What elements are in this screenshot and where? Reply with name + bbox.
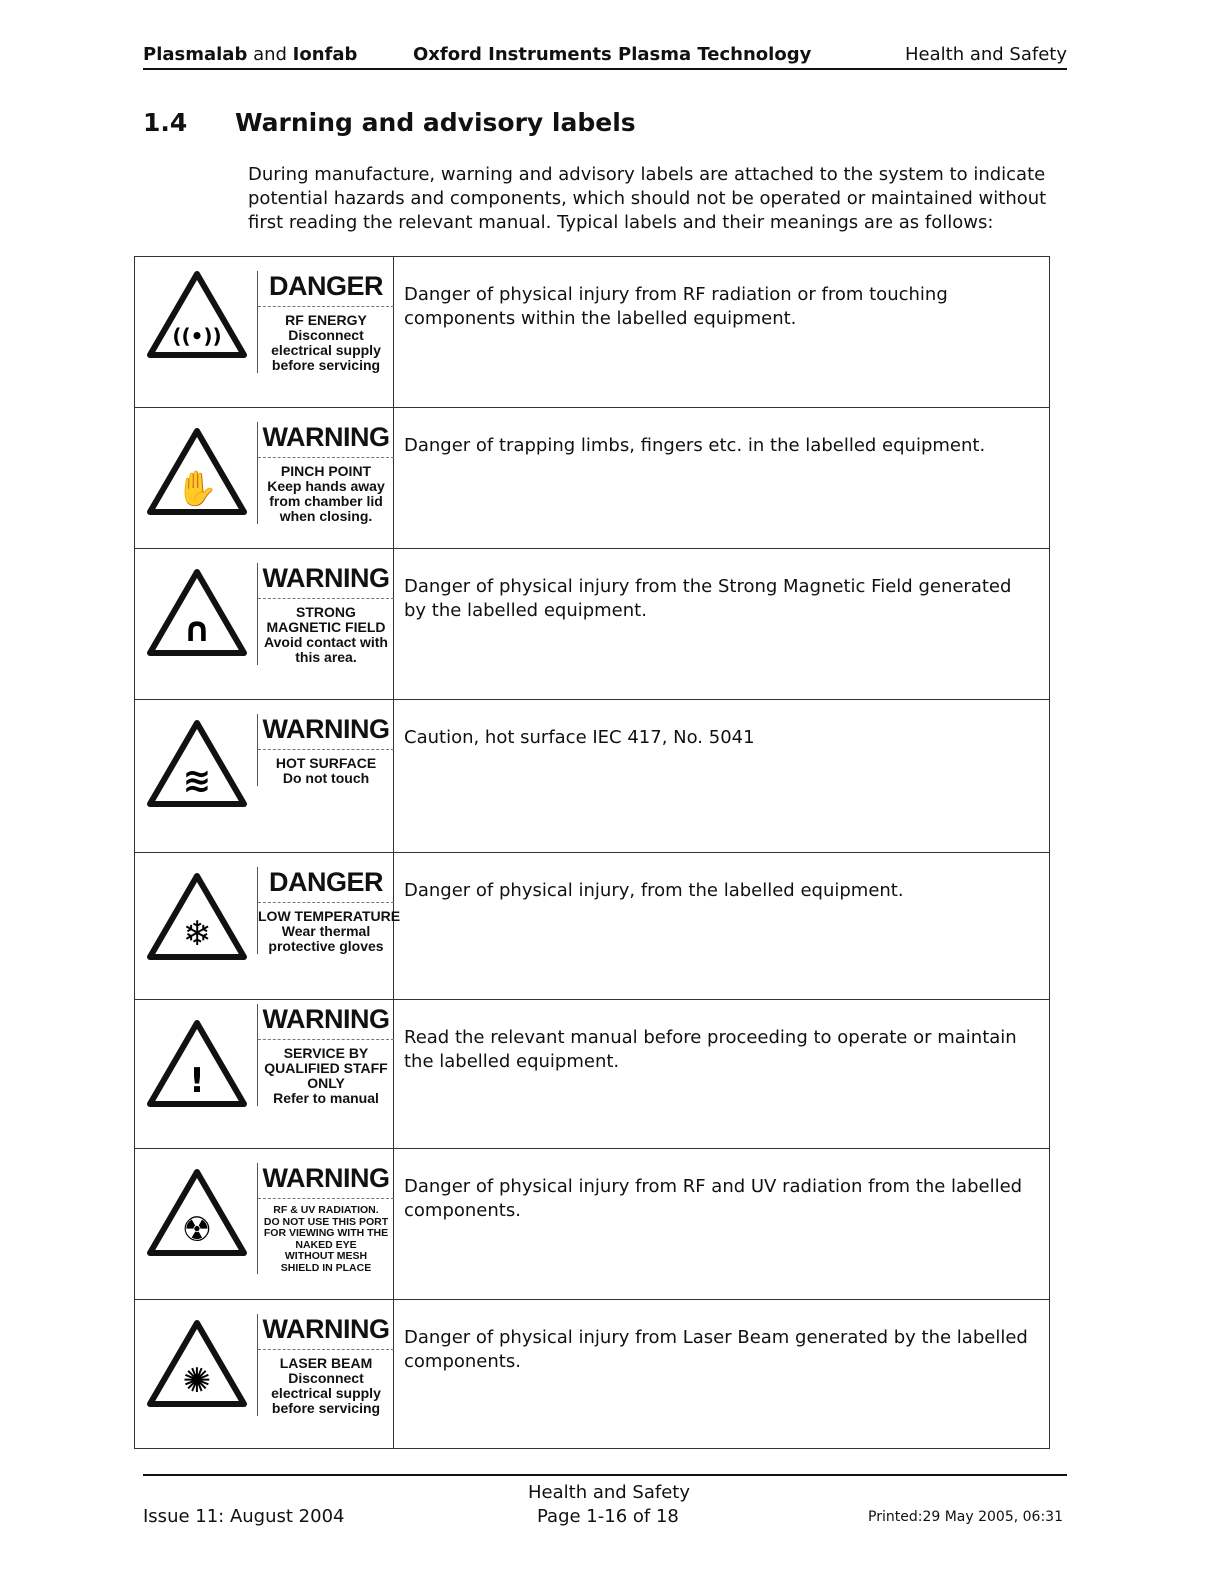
- label-sign: [257, 422, 394, 524]
- label-row: [135, 853, 1049, 1000]
- label-sign: [257, 563, 394, 665]
- label-image: [135, 1300, 394, 1448]
- label-image: [135, 1149, 394, 1299]
- exclamation-icon: [145, 1018, 249, 1110]
- intro-paragraph: During manufacture, warning and advisory labels are attached to the system to indicate potential hazards and components, which should not be operated or maintained without first reading the relevant manual. Typical labels and their meanings are as follows:: [248, 164, 1047, 233]
- label-image: [135, 700, 394, 852]
- label-row: [135, 1000, 1049, 1149]
- label-line: LOW TEMPERATURE: [258, 908, 401, 924]
- label-description: Danger of physical injury from RF radiation or from touching components within the labelled equipment.: [404, 284, 948, 329]
- label-line: electrical supply: [271, 342, 381, 358]
- label-sign: [257, 1004, 394, 1106]
- radiation-icon: [145, 1167, 249, 1259]
- label-sign: [257, 271, 394, 373]
- company-name: Oxford Instruments Plasma Technology: [413, 44, 812, 65]
- laser-beam-icon: [145, 1318, 249, 1410]
- label-description: Caution, hot surface IEC 417, No. 5041: [404, 727, 755, 748]
- label-line: STRONG: [296, 604, 356, 620]
- svg-text:✋: ✋: [175, 469, 219, 509]
- label-description: Danger of physical injury from Laser Beam generated by the labelled components.: [404, 1327, 1028, 1372]
- hot-surface-icon: [145, 718, 249, 810]
- pinch-point-icon: [145, 426, 249, 518]
- issue-text: Issue 11: August 2004: [143, 1506, 345, 1527]
- label-heading: WARNING: [258, 563, 394, 599]
- label-description: Danger of trapping limbs, fingers etc. in the labelled equipment.: [404, 435, 986, 456]
- label-line: Keep hands away: [267, 478, 385, 494]
- printed-date: Printed:29 May 2005, 06:31: [868, 1509, 1063, 1525]
- label-line: FOR VIEWING WITH THE: [263, 1227, 389, 1239]
- label-sign: [257, 867, 401, 954]
- header-section: Health and Safety: [905, 44, 1067, 65]
- svg-text:☢: ☢: [181, 1210, 213, 1250]
- labels-table: [134, 256, 1050, 1449]
- svg-text:((•)): ((•)): [172, 324, 222, 348]
- label-sign: [257, 714, 394, 786]
- label-line: electrical supply: [271, 1385, 381, 1401]
- label-line: from chamber lid: [269, 493, 383, 509]
- label-line: HOT SURFACE: [275, 755, 377, 771]
- label-line: Wear thermal: [281, 923, 371, 939]
- label-image: [135, 257, 394, 407]
- svg-text:✺: ✺: [182, 1361, 212, 1401]
- snowflake-icon: [145, 871, 249, 963]
- label-line: Avoid contact with: [264, 634, 388, 650]
- label-line: LASER BEAM: [279, 1355, 373, 1371]
- label-line: DO NOT USE THIS PORT: [263, 1215, 389, 1228]
- rf-radiation-icon: [145, 269, 249, 361]
- label-row: [135, 1149, 1049, 1300]
- label-line: this area.: [295, 649, 357, 665]
- label-line: MAGNETIC FIELD: [266, 619, 386, 635]
- label-image: [135, 549, 394, 699]
- page-header: [143, 44, 1067, 70]
- label-line: before servicing: [271, 357, 381, 373]
- label-row: [135, 549, 1049, 700]
- label-line: Do not touch: [282, 770, 370, 786]
- label-line: WITHOUT MESH: [284, 1250, 368, 1262]
- svg-text:!: !: [189, 1061, 205, 1101]
- label-line: NAKED EYE: [295, 1238, 357, 1251]
- magnet-icon: [145, 567, 249, 659]
- label-heading: WARNING: [258, 1163, 394, 1199]
- label-heading: DANGER: [258, 271, 394, 307]
- svg-text:∩: ∩: [183, 610, 211, 650]
- label-line: Refer to manual: [273, 1090, 379, 1106]
- label-line: when closing.: [279, 508, 373, 524]
- label-line: RF ENERGY: [285, 312, 367, 328]
- label-line: SHIELD IN PLACE: [280, 1261, 372, 1274]
- label-heading: WARNING: [258, 1004, 394, 1040]
- product-name: Plasmalab and Ionfab: [143, 44, 358, 65]
- label-row: [135, 257, 1049, 408]
- label-row: [135, 1300, 1049, 1449]
- label-line: protective gloves: [268, 938, 384, 954]
- page-footer: [143, 1474, 1067, 1527]
- label-sign: [257, 1163, 394, 1274]
- svg-text:≋: ≋: [182, 761, 212, 801]
- label-heading: WARNING: [258, 714, 394, 750]
- label-heading: DANGER: [258, 867, 394, 903]
- label-line: Disconnect: [288, 1370, 364, 1386]
- label-sign: [257, 1314, 394, 1416]
- label-line: QUALIFIED STAFF: [264, 1060, 388, 1076]
- label-line: RF & UV RADIATION.: [273, 1204, 379, 1216]
- label-line: SERVICE BY: [283, 1045, 369, 1061]
- footer-title: Health and Safety: [528, 1482, 690, 1503]
- label-description: Read the relevant manual before proceeding to operate or maintain the labelled equipment.: [404, 1027, 1017, 1072]
- label-heading: WARNING: [258, 422, 394, 458]
- label-row: [135, 408, 1049, 549]
- label-image: [135, 1000, 394, 1148]
- label-description: Danger of physical injury from the Strong Magnetic Field generated by the labelled equipment.: [404, 576, 1012, 621]
- label-line: Disconnect: [288, 327, 364, 343]
- page-number: Page 1-16 of 18: [537, 1506, 679, 1527]
- label-image: [135, 853, 401, 999]
- label-description: Danger of physical injury from RF and UV radiation from the labelled components.: [404, 1176, 1023, 1221]
- label-line: ONLY: [307, 1075, 345, 1091]
- label-row: [135, 700, 1049, 853]
- label-line: PINCH POINT: [280, 463, 372, 479]
- label-line: before servicing: [271, 1400, 381, 1416]
- label-image: [135, 408, 394, 548]
- svg-text:❄: ❄: [182, 914, 212, 954]
- label-heading: WARNING: [258, 1314, 394, 1350]
- label-description: Danger of physical injury, from the labelled equipment.: [404, 880, 904, 901]
